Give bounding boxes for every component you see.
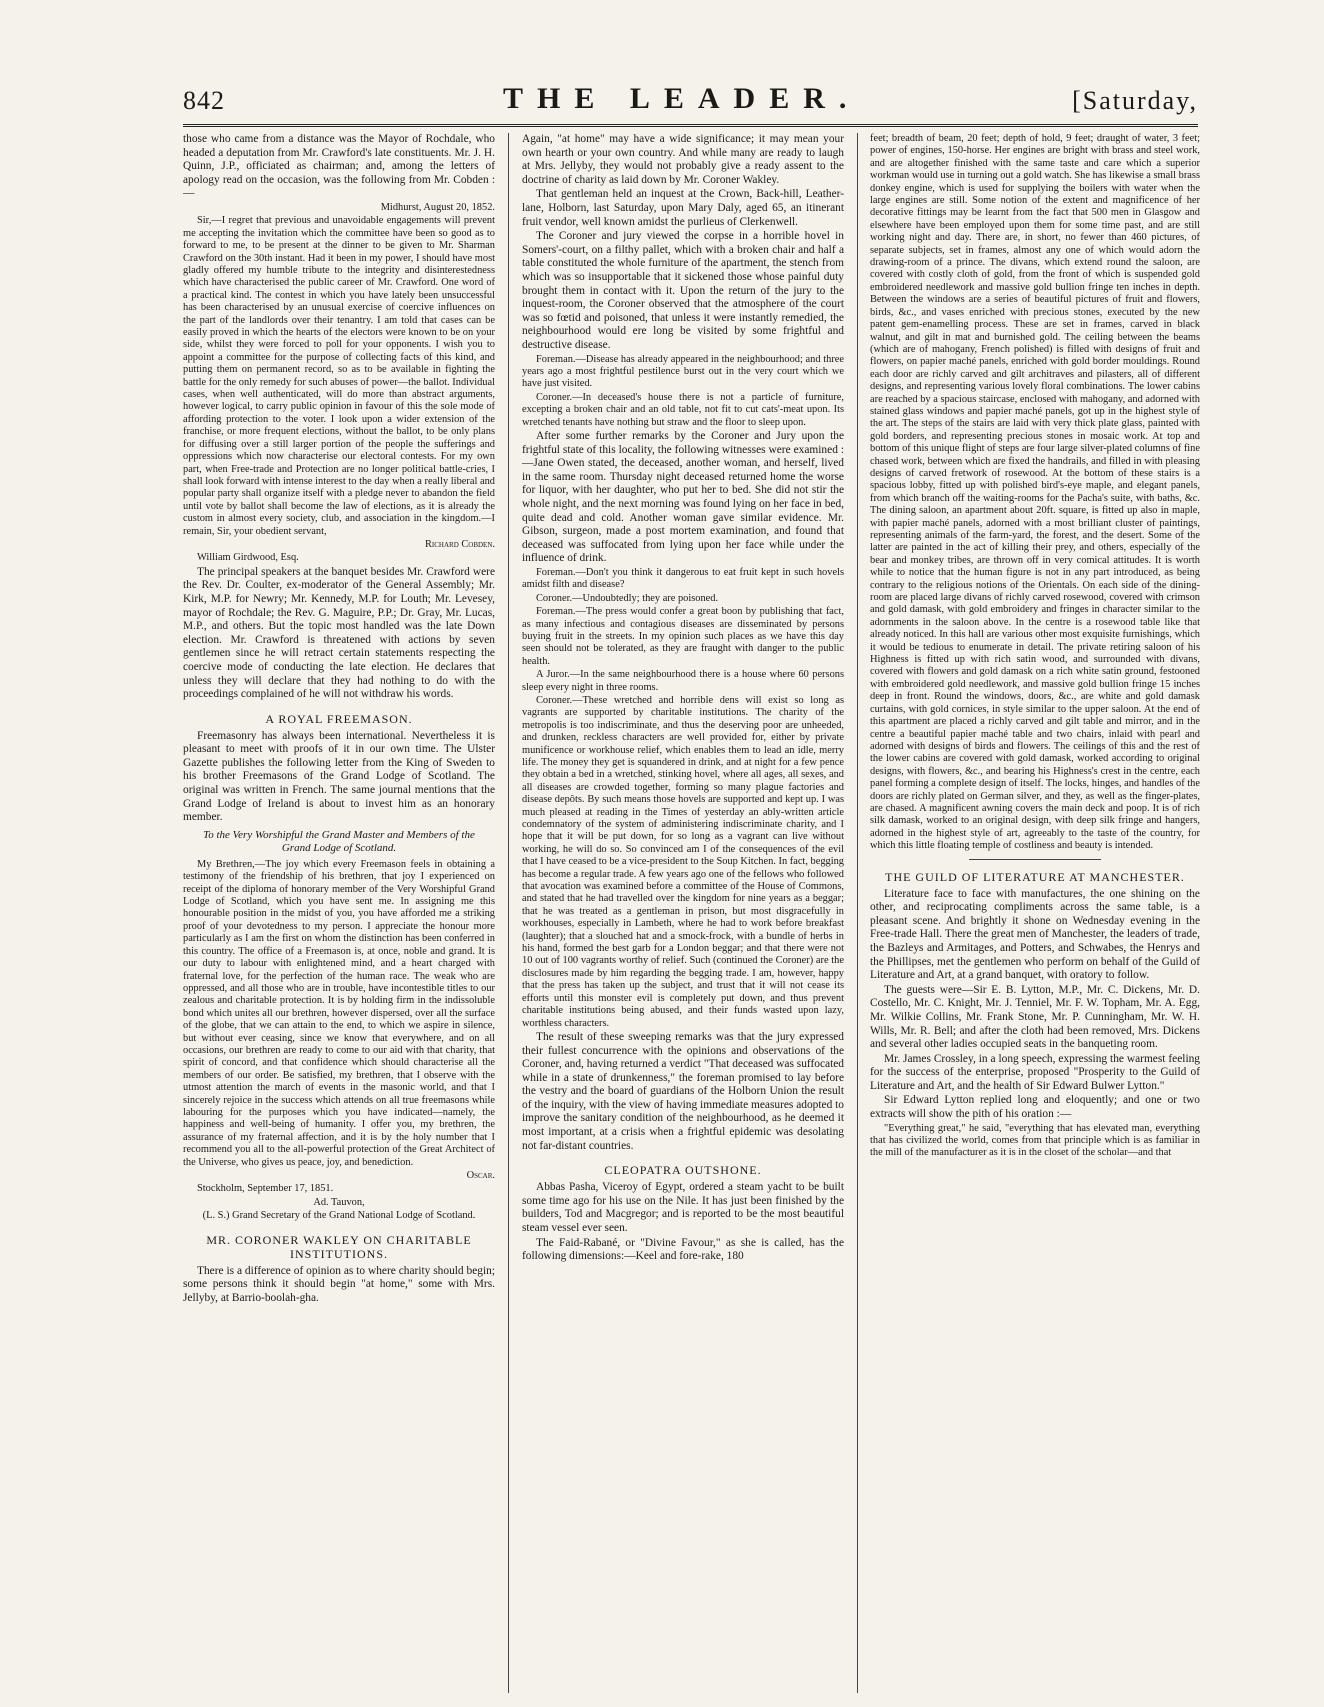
paragraph: Foreman.—The press would confer a great boon by publishing that fact, as many infectious and contagious diseases are disseminated by persons buying fruit in the streets. In my opinion such places as we have this day seen should not be tolerated, as they are fraught with danger to the public health. [522,606,844,667]
section-heading: CLEOPATRA OUTSHONE. [604,1163,762,1178]
paragraph: Coroner.—In deceased's house there is not a particle of furniture, excepting a broken chair and an old table, not fit to cut cats'-meat upon. Its wretched tenants have nothing but straw and the floor to sleep upon. [522,391,844,428]
addressee: William Girdwood, Esq. [197,552,299,564]
masthead-title: THE LEADER. [503,82,861,115]
page-header [183,78,1198,122]
paragraph: The result of these sweeping remarks was that the jury expressed their fullest concurrence with the opinions and observations of the Coroner, and, having returned a verdict "That deceased was suffocated while in a state of drunkenness," the foreman promised to lay before the vestry and the board of guardians of the Holborn Union the result of the inquiry, with the view of having immediate measures adopted to improve the sanitary condition of the neighbourhood, as he deemed it most important, at a crisis when a frightful epidemic was desolating not far-distant countries. [522,1030,844,1152]
page-number: 842 [183,86,225,115]
column-divider [508,133,509,1693]
paragraph: Foreman.—Don't you think it dangerous to eat fruit kept in such hovels amidst filth and disease? [522,566,844,591]
column-left [183,133,495,1698]
paragraph: The principal speakers at the banquet besides Mr. Crawford were the Rev. Dr. Coulter, ex-moderator of the General Assembly; Mr. Kirk, M.P. for Newry; Mr. Kennedy, M.P. for Louth; Mr. Levesey, mayor of Rochdale; the Rev. G. Maguire, P.P.; Dr. Gray, Mr. Lucas, M.P., and others. But the topic most handled was the late Down election. Mr. Crawford is threatened with actions by seven gentlemen since he will retract certain statements respecting the coercive mode of conducting the late election. He declares that unless they will declare that they had nothing to do with the proceedings complained of he will not withdraw his words. [183,565,495,701]
divider [969,859,1101,860]
paragraph: Abbas Pasha, Viceroy of Egypt, ordered a steam yacht to be built some time ago for his use on the Nile. It has just been finished by the builders, Tod and Macgregor; and is reported to be the most beautiful steam vessel ever seen. [522,1181,844,1235]
section-heading: A ROYAL FREEMASON. [265,711,413,726]
dedication: To the Very Worshipful the Grand Master and Members of the Grand Lodge of Scotland. [203,828,475,854]
signature: Ad. Tauvon, [313,1196,365,1208]
king-letter: My Brethren,—The joy which every Freemason feels in obtaining a testimony of the friendship of his brethren, that joy I experienced on receipt of the diploma of honorary member of the Very Worshipful Grand Lodge of Scotland, which you have sent me. In assigning me this honourable position in the midst of you, you have afforded me a striking proof of your devotedness to my person. I appreciate the honour more particularly as I am the first on whom the distinction has been conferred in this country. The office of a Freemason is, at once, noble and grand. It is our duty to labour with enlightened mind, and a heart charged with fraternal love, for the perfection of the human race. The weak who are oppressed, and all those who are in trouble, have incontestible titles to our zealous and charitable protection. It is by holding firm in the indissoluble bond which unites all our brethren, however dispersed, over all the surface of the globe, that we can attain to the end, to which we aspire in silence, but without ever ceasing, since we know that everywhere, and on all occasions, our brethren are ready to come to our aid with that charity, that spirit of concord, and that confidence which should characterise all the members of our order. Be satisfied, my brethren, that I observe with the utmost attention the march of events in the masonic world, and that I sincerely rejoice in the success which attends on all true freemasons while labouring for the purposes which you have indicated—namely, the happiness and well-being of humanity. I offer you, my brethren, the assurance of my fraternal affection, and it is by the holy number that I recommend you all to the all-powerful protection of the Great Architect of the Universe, who gives us peace, joy, and benediction. [183,858,495,1168]
day-label: [Saturday, [1072,86,1198,115]
paragraph: "Everything great," he said, "everything that has elevated man, everything that has civilized the world, comes from that principle which is as familiar in the mill of the manufacturer as it is in the closet of the scholar—and that [870,1122,1200,1159]
paragraph: After some further remarks by the Coroner and Jury upon the frightful state of this locality, the following witnesses were examined :—Jane Owen stated, the deceased, another woman, and herself, lived in the same room. Thursday night deceased returned home the worse for liquor, with her daughter, who put her to bed. She did not stir the whole night, and the next morning was found lying on her face in bed, quite dead and cold. Another woman gave similar evidence. Mr. Gibson, surgeon, made a post mortem examination, and found that deceased was suffocated from lying upon her face while under the influence of drink. [522,429,844,565]
paragraph: The guests were—Sir E. B. Lytton, M.P., Mr. C. Dickens, Mr. D. Costello, Mr. C. Knight, Mr. J. Tenniel, Mr. F. W. Topham, Mr. A. Egg, Mr. Wilkie Collins, Mr. Frank Stone, Mr. P. Cunningham, Mr. W. H. Wills, Mr. R. Bell; and after the cloth had been removed, Mrs. Dickens and several other ladies occupied seats in the banqueting room. [870,983,1200,1051]
column-divider [857,133,858,1693]
paragraph: That gentleman held an inquest at the Crown, Back-hill, Leather-lane, Holborn, last Saturday, upon Mary Daly, aged 65, an itinerant fruit vendor, well known amidst the purlieus of Clerkenwell. [522,188,844,228]
paragraph: Coroner.—Undoubtedly; they are poisoned. [536,592,719,604]
column-middle [522,133,844,1698]
signature: Richard Cobden. [424,538,495,550]
dateline: Midhurst, August 20, 1852. [380,201,495,213]
paragraph: The Coroner and jury viewed the corpse in a horrible hovel in Somers'-court, on a filthy pallet, which with a broken chair and half a table constituted the whole furniture of the apartment, the stench from which was so insupportable that it sickened those whose painful duty brought them in contact with it. Upon the return of the jury to the inquest-room, the Coroner observed that the atmosphere of the court was so fœtid and poisoned, that unless it were instantly remedied, the neighbourhood would ere long be visited by some frightful and destructive disease. [522,230,844,351]
paragraph: Mr. James Crossley, in a long speech, expressing the warmest feeling for the success of the enterprise, proposed "Prosperity to the Guild of Literature and Art, and the health of Sir Edward Bulwer Lytton." [870,1052,1200,1092]
paragraph: Freemasonry has always been international. Nevertheless it is pleasant to meet with proofs of it in our own time. The Ulster Gazette publishes the following letter from the King of Sweden to his brother Freemasons of the Grand Lodge of Scotland. The original was written in French. The same journal mentions that the Grand Lodge of Ireland is about to invest him as an honorary member. [183,729,495,824]
column-right [870,133,1200,1698]
paragraph: The Faid-Rabané, or "Divine Favour," as she is called, has the following dimensions:—Keel and fore-rake, 180 [522,1236,844,1263]
paragraph: A Juror.—In the same neighbourhood there is a house where 60 persons sleep every night in three rooms. [522,669,844,693]
paragraph: Foreman.—Disease has already appeared in the neighbourhood; and three years ago a most frightful pestilence burst out in the very court which we have just visited. [522,353,844,390]
signature-title: (L. S.) Grand Secretary of the Grand National Lodge of Scotland. [202,1210,476,1222]
paragraph: feet; breadth of beam, 20 feet; depth of hold, 9 feet; draught of water, 3 feet; power of engines, 150-horse. Her engines are bright with brass and steel work, and are altogether finished with the same taste and care which a superior workman would use in turning out a gold watch. She has likewise a small brass donkey engine, which is used for supplying the boilers with water when the large engines are still. Some notion of the extent and magnificence of her decorative fittings may be learnt from the fact that 500 men in Glasgow and elsewhere have been employed upon them for some time past, and are still working night and day. There are, in short, no fewer than 460 pictures, of separate subjects, set in frames, almost any one of which would adorn the drawing-room of a prince. The divans, which extend round the saloon, are covered with costly cloth of gold, from the front of which is suspended gold embroidered needlework and massive gold bullion fringe ten inches in depth. Between the windows are a series of beautiful pictures of fruit and flowers, birds, &c., and vases enriched with precious stones, executed by the new patent gem-enamelling process. These are set in frames, carved in black walnut, and gilt in mat and burnished gold. The ceiling between the beams (which are of mahogany, French polished) is filled with designs of fruit and flowers, on papier maché panels, enriched with gold border mouldings. Round each door are richly carved and gilt architraves and pilasters, all of different designs, and representing various lovely floral combinations. The lower cabins are reached by a spacious staircase, enclosed with mahogany, and adorned with stained glass windows and papier maché panels, got up in the highest style of the art. The steps of the stairs are laid with very thick plate glass, painted with gold borders, and representing precious stones in mosaic work. At top and bottom of this unique flight of steps are four large silver-plated columns of fine chased work, between which are fixed the handrails, and filled in with pleasing designs of carved fretwork of rosewood. At the bottom of these stairs is a spacious lobby, fitted up with polished bird's-eye maple, and elegant panels, from which branch off the waiting-rooms for the Pacha's suite, with baths, &c. The dining saloon, an apartment about 20ft. square, is fitted up also in maple, with papier maché panels, adorned with a most brilliant cluster of paintings, representing animals of the farm-yard, the forest, and the desert. Some of the latter are painted in the act of killing their prey, and others, especially of the bear and monkey tribes, are thrown off in very comical attitudes. It is worth while to notice that the human figure is not in any part introduced, as being contrary to the religious notions of the Orientals. On each side of the dining-room are placed large divans of richly carved rosewood, covered with crimson and gold damask, with gold embroidery and fringes in character similar to the adornments in the saloon above. In the centre is a rosewood table like that already noticed. In this hall are various other most exquisite furnishings, which it would be tedious to enumerate in detail. The private retiring saloon of his Highness is fitted up with rich satin wood, and surrounded with divans, covered with flowers and gold damask on a rich white satin ground, festooned with embroidered gold needlework, and massive gold bullion fringe 15 inches deep in front. Round the windows, doors, &c., are white and gold damask curtains, with gold cornices, in style similar to the upper saloon. At the end of this apartment are placed a richly carved and gilt table and mirror, and in the centre a beautiful papier maché table and two chairs, inlaid with pearl and adorned with designs of birds and flowers. The ceilings of this and the rest of the lower cabins are covered with gold damask, worked according to original designs, with flowers, &c., and bearing his Highness's crest in the centre, each panel forming a complete design of itself. The locks, hinges, and handles of the doors are richly plated on German silver, and they, as well as the finger-plates, are chased. A magnificent awning covers the main deck and poop. It is of rich silk damask, worked to an original design, with deep silk fringe and hangers, adorned in the highest style of art, agreeably to the taste of the country, for which this little floating temple of costliness and beauty is intended. [870,133,1200,852]
paragraph: Coroner.—These wretched and horrible dens will exist so long as vagrants are supported by charitable institutions. The charity of the metropolis is too indiscriminate, and thus the deserving poor are unheeded, and drunken, reckless characters are well provided for, either by private munificence or workhouse relief, which enables them to lead an idle, merry life. The money they get is squandered in drink, and at night for a few pence they obtain a bed in a wretched, stinking hovel, where all ages, all sexes, and all diseases are crowded together, forming so many plague factories and disease depôts. By such means those hovels are supported and kept up. I was much pleased at reading in the Times of yesterday an ably-written article condemnatory of the system of administering indiscriminate charity, and I hope that it will be put down, for so long as a vagrant can live without working, he will do so. So convinced am I of the consequences of the evil that I have ceased to be a vice-president to the Soup Kitchen. In fact, begging has become a regular trade. A few years ago one of the fellows who followed that avocation was examined before a committee of the House of Commons, and stated that he had travelled over the kingdom for nine years as a beggar; that he was treated as a gentleman in prison, but most disgracefully in workhouses, especially in Lambeth, where he had to work before breakfast (laughter); that a slouched hat and a smock-frock, with a bundle of herbs in his hand, formed the best garb for a London beggar; and that there were not 10 out of 100 vagrants worthy of relief. Such (continued the Coroner) are the disclosures made by him regarding the begging trade. I am, however, happy that the press has taken up the subject, and trust that it will not cease its efforts until this monster evil is completely put down, and thus prevent charitable institutions being abused, and their funds wasted upon lazy, worthless characters. [522,694,844,1029]
paragraph: There is a difference of opinion as to where charity should begin; some persons think it should begin "at home," some with Mrs. Jellyby, at Barrio-boolah-gha. [183,1264,495,1304]
section-heading: MR. CORONER WAKLEY ON CHARITABLE INSTITUTIONS. [206,1232,472,1261]
dateline: Stockholm, September 17, 1851. [197,1183,334,1195]
signature: Oscar. [466,1170,495,1181]
paragraph: those who came from a distance was the Mayor of Rochdale, who headed a deputation from Mr. Crawford's late constituents. Mr. J. H. Quinn, J.P., officiated as chairman; and, among the letters of apology read on the occasion, was the following from Mr. Cobden :— [183,133,495,200]
paragraph: Literature face to face with manufactures, the one shining on the other, and reciprocating compliments across the same table, is a pleasant scene. And brightly it shone on Wednesday evening in the Free-trade Hall. There the great men of Manchester, the leaders of trade, the Bazleys and Armitages, and Potters, and Schwabes, the Henrys and the Phillipses, met the gentlemen who perform on behalf of the Guild of Literature and Art, at a grand banquet, with oratory to follow. [870,887,1200,982]
paragraph: Again, "at home" may have a wide significance; it may mean your own hearth or your own country. And while many are ready to laugh at Mrs. Jellyby, they would not probably give a ready assent to the doctrine of charity as laid down by Mr. Coroner Wakley. [522,133,844,186]
paragraph: Sir Edward Lytton replied long and eloquently; and one or two extracts will show the pith of his oration :— [870,1094,1200,1121]
section-heading: THE GUILD OF LITERATURE AT MANCHESTER. [885,869,1185,884]
header-rule [183,124,1198,127]
cobden-letter: Sir,—I regret that previous and unavoidable engagements will prevent me accepting the invitation which the committee have been so good as to forward to me, to be present at the dinner to be given to Mr. Sharman Crawford on the 30th instant. Had it been in my power, I should have most gladly offered my humble tribute to the integrity and disinterestedness which have characterised the public career of Mr. Crawford. One word of a practical kind. The contest in which you have lately been unsuccessful has been characterised by an unusual exercise of coercive influences on the part of the landlords over their tenantry. I am told that cases can be easily proved in which the hearts of the electors were known to be on your side, whilst they were forced to poll for your opponents. I wish you to appoint a committee for the purpose of collecting facts of this kind, and putting them on permanent record, so as to be available in fighting the battle for the only remedy for such abuses of power—the ballot. Individual cases, when well authenticated, will do more than abstract arguments, however logical, to carry public opinion in favour of this the sole mode of affording protection to the voter. I look upon a wider extension of the franchise, or more frequent elections, without the ballot, to be only plans for diffusing over a still larger portion of the people the sufferings and oppressions which now characterise our electoral contests. For my own part, when Free-trade and Protection are no longer political battle-cries, I shall look forward with intense interest to the day when a really liberal and popular party shall organize itself with a pledge never to abandon the field until vote by ballot shall become the law of elections, as it is already the custom in almost every society, club, and association in the kingdom.—I remain, Sir, your obedient servant, [183,215,495,537]
